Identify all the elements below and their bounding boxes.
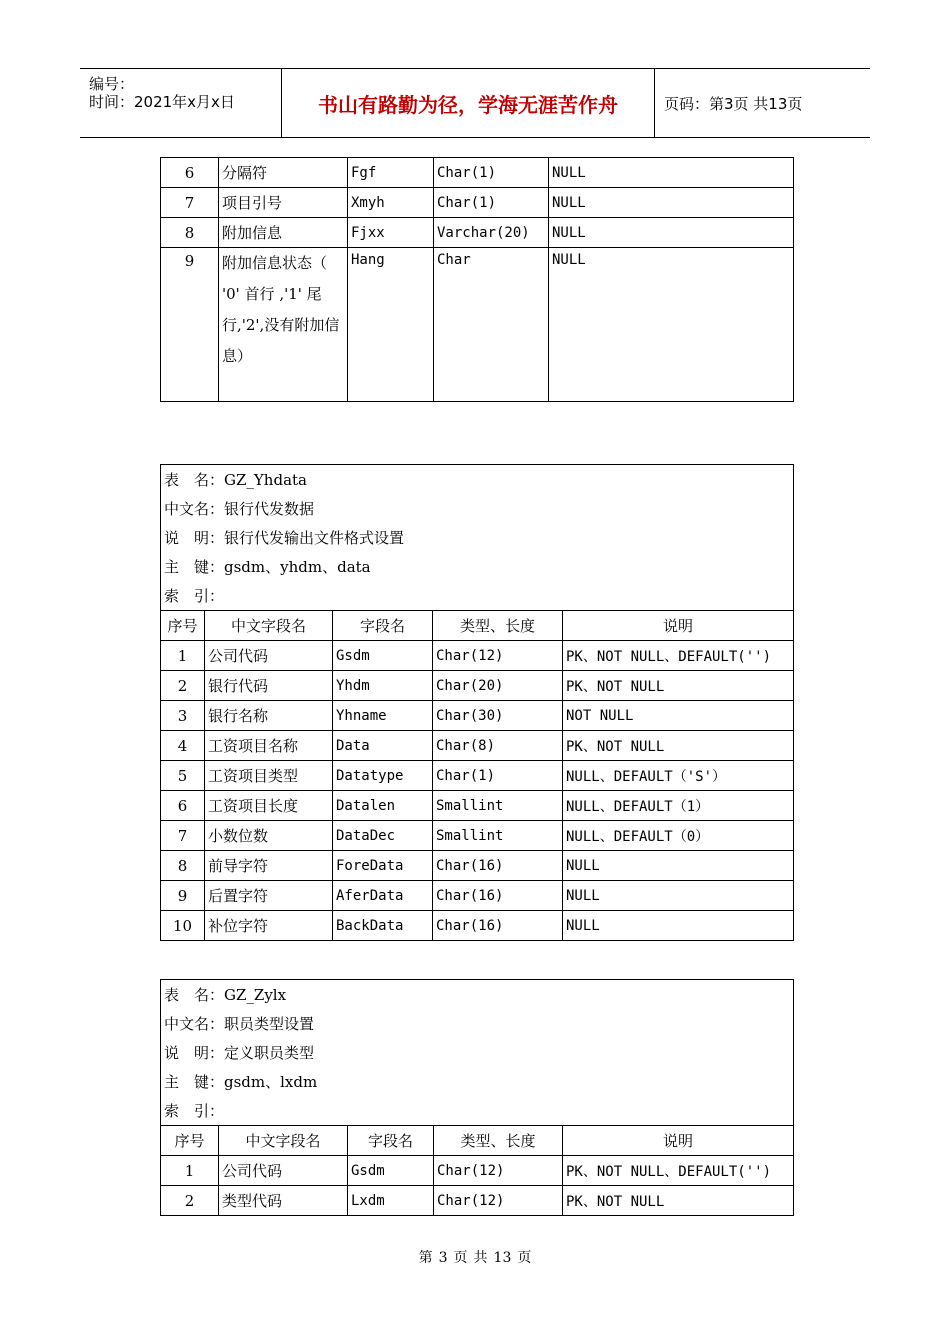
row-number: 5: [161, 761, 205, 791]
field-cn-name: 公司代码: [219, 1156, 348, 1186]
footer-total-pages: 13: [493, 1250, 512, 1266]
field-desc: PK、NOT NULL、DEFAULT(''): [563, 641, 794, 671]
field-cn-name: 类型代码: [219, 1186, 348, 1216]
footer-word: 页: [453, 1250, 468, 1266]
field-desc: NULL、DEFAULT（0）: [563, 821, 794, 851]
table-index: 索 引：: [161, 1096, 794, 1126]
field-type: Char: [434, 248, 549, 402]
field-type: Char(12): [434, 1186, 563, 1216]
table-cn-name: 中文名：银行代发数据: [161, 494, 794, 523]
field-desc: NOT NULL: [563, 701, 794, 731]
field-cn-name: 银行名称: [205, 701, 333, 731]
header-slogan: 书山有路勤为径，学海无涯苦作舟: [282, 69, 655, 137]
field-type: Char(1): [434, 158, 549, 188]
column-header: 字段名: [333, 611, 433, 641]
footer-word: 第: [418, 1250, 433, 1266]
table-gz-yhdata: [160, 464, 794, 941]
field-table-continued: [160, 157, 794, 402]
field-type: Smallint: [433, 791, 563, 821]
table-row: [161, 158, 794, 188]
field-type: Char(8): [433, 731, 563, 761]
column-header: 序号: [161, 611, 205, 641]
row-number: 1: [161, 641, 205, 671]
field-type: Char(16): [433, 851, 563, 881]
field-type: Char(16): [433, 881, 563, 911]
table-description: 说 明：银行代发输出文件格式设置: [161, 523, 794, 552]
field-desc: NULL: [563, 881, 794, 911]
field-name: AferData: [333, 881, 433, 911]
row-number: 2: [161, 671, 205, 701]
table-index: 索 引：: [161, 581, 794, 611]
table-row: [161, 218, 794, 248]
field-type: Varchar(20): [434, 218, 549, 248]
field-name: Hang: [348, 248, 434, 402]
field-cn-name: 小数位数: [205, 821, 333, 851]
column-header: 序号: [161, 1126, 219, 1156]
field-desc: NULL: [549, 188, 794, 218]
footer-word: 共: [473, 1250, 488, 1266]
footer-word: 页: [517, 1250, 532, 1266]
field-desc: PK、NOT NULL: [563, 1186, 794, 1216]
field-name: Gsdm: [348, 1156, 434, 1186]
column-header: 类型、长度: [433, 611, 563, 641]
row-number: 2: [161, 1186, 219, 1216]
page-header: [80, 68, 870, 138]
row-number: 7: [161, 188, 219, 218]
table-row: [161, 731, 794, 761]
field-desc: NULL: [563, 911, 794, 941]
table-row: [161, 188, 794, 218]
table-row: [161, 641, 794, 671]
field-cn-name: 银行代码: [205, 671, 333, 701]
field-cn-name: 附加信息状态（ '0' 首行 ,'1' 尾行,'2',没有附加信息）: [219, 248, 348, 402]
field-cn-name: 分隔符: [219, 158, 348, 188]
table-row: [161, 791, 794, 821]
field-desc: PK、NOT NULL、DEFAULT(''): [563, 1156, 794, 1186]
field-desc: NULL、DEFAULT（'S'）: [563, 761, 794, 791]
field-name: Lxdm: [348, 1186, 434, 1216]
field-desc: PK、NOT NULL: [563, 731, 794, 761]
column-header: 说明: [563, 1126, 794, 1156]
field-cn-name: 工资项目名称: [205, 731, 333, 761]
field-desc: NULL: [549, 158, 794, 188]
field-type: Char(12): [433, 641, 563, 671]
row-number: 9: [161, 881, 205, 911]
table-row: [161, 671, 794, 701]
field-desc: NULL: [549, 248, 794, 402]
column-header: 类型、长度: [434, 1126, 563, 1156]
field-type: Char(1): [433, 761, 563, 791]
field-type: Char(1): [434, 188, 549, 218]
field-type: Char(30): [433, 701, 563, 731]
table-row: [161, 851, 794, 881]
table-cn-name: 中文名：职员类型设置: [161, 1009, 794, 1038]
table-primary-key: 主 键：gsdm、lxdm: [161, 1067, 794, 1096]
field-cn-name: 工资项目类型: [205, 761, 333, 791]
table-row: [161, 881, 794, 911]
field-name: BackData: [333, 911, 433, 941]
field-desc: NULL: [549, 218, 794, 248]
table-row: [161, 1186, 794, 1216]
row-number: 4: [161, 731, 205, 761]
row-number: 8: [161, 851, 205, 881]
row-number: 10: [161, 911, 205, 941]
table-header-row: [161, 1126, 794, 1156]
row-number: 1: [161, 1156, 219, 1186]
field-name: Data: [333, 731, 433, 761]
header-meta: [80, 69, 282, 137]
doc-time-label: 时间：2021年x月x日: [89, 93, 235, 111]
field-name: Fgf: [348, 158, 434, 188]
field-type: Char(20): [433, 671, 563, 701]
field-desc: NULL、DEFAULT（1）: [563, 791, 794, 821]
table-row: [161, 911, 794, 941]
field-desc: NULL: [563, 851, 794, 881]
row-number: 7: [161, 821, 205, 851]
doc-code-label: 编号：: [89, 75, 135, 93]
field-type: Char(12): [434, 1156, 563, 1186]
field-cn-name: 工资项目长度: [205, 791, 333, 821]
table-row: [161, 701, 794, 731]
table-description: 说 明：定义职员类型: [161, 1038, 794, 1067]
field-type: Smallint: [433, 821, 563, 851]
field-type: Char(16): [433, 911, 563, 941]
table-header-row: [161, 611, 794, 641]
field-name: Datatype: [333, 761, 433, 791]
table-row: [161, 1156, 794, 1186]
column-header: 说明: [563, 611, 794, 641]
field-name: Yhname: [333, 701, 433, 731]
field-cn-name: 附加信息: [219, 218, 348, 248]
field-cn-name: 项目引号: [219, 188, 348, 218]
table-row: [161, 248, 794, 402]
row-number: 8: [161, 218, 219, 248]
column-header: 字段名: [348, 1126, 434, 1156]
page-footer: [0, 1247, 950, 1267]
field-name: Fjxx: [348, 218, 434, 248]
footer-page-number: 3: [438, 1250, 448, 1266]
column-header: 中文字段名: [205, 611, 333, 641]
row-number: 9: [161, 248, 219, 402]
column-header: 中文字段名: [219, 1126, 348, 1156]
header-page-number: 页码：第3页 共13页: [664, 94, 803, 113]
row-number: 6: [161, 791, 205, 821]
row-number: 3: [161, 701, 205, 731]
field-desc: PK、NOT NULL: [563, 671, 794, 701]
field-cn-name: 补位字符: [205, 911, 333, 941]
field-cn-name: 前导字符: [205, 851, 333, 881]
table-row: [161, 821, 794, 851]
field-cn-name: 公司代码: [205, 641, 333, 671]
row-number: 6: [161, 158, 219, 188]
field-cn-name: 后置字符: [205, 881, 333, 911]
table-name: 表 名：GZ_Zylx: [161, 980, 794, 1010]
field-name: Datalen: [333, 791, 433, 821]
field-name: Yhdm: [333, 671, 433, 701]
field-name: Xmyh: [348, 188, 434, 218]
field-name: DataDec: [333, 821, 433, 851]
field-name: Gsdm: [333, 641, 433, 671]
table-row: [161, 761, 794, 791]
table-primary-key: 主 键：gsdm、yhdm、data: [161, 552, 794, 581]
table-gz-zylx: [160, 979, 794, 1216]
table-name: 表 名：GZ_Yhdata: [161, 465, 794, 495]
field-name: ForeData: [333, 851, 433, 881]
